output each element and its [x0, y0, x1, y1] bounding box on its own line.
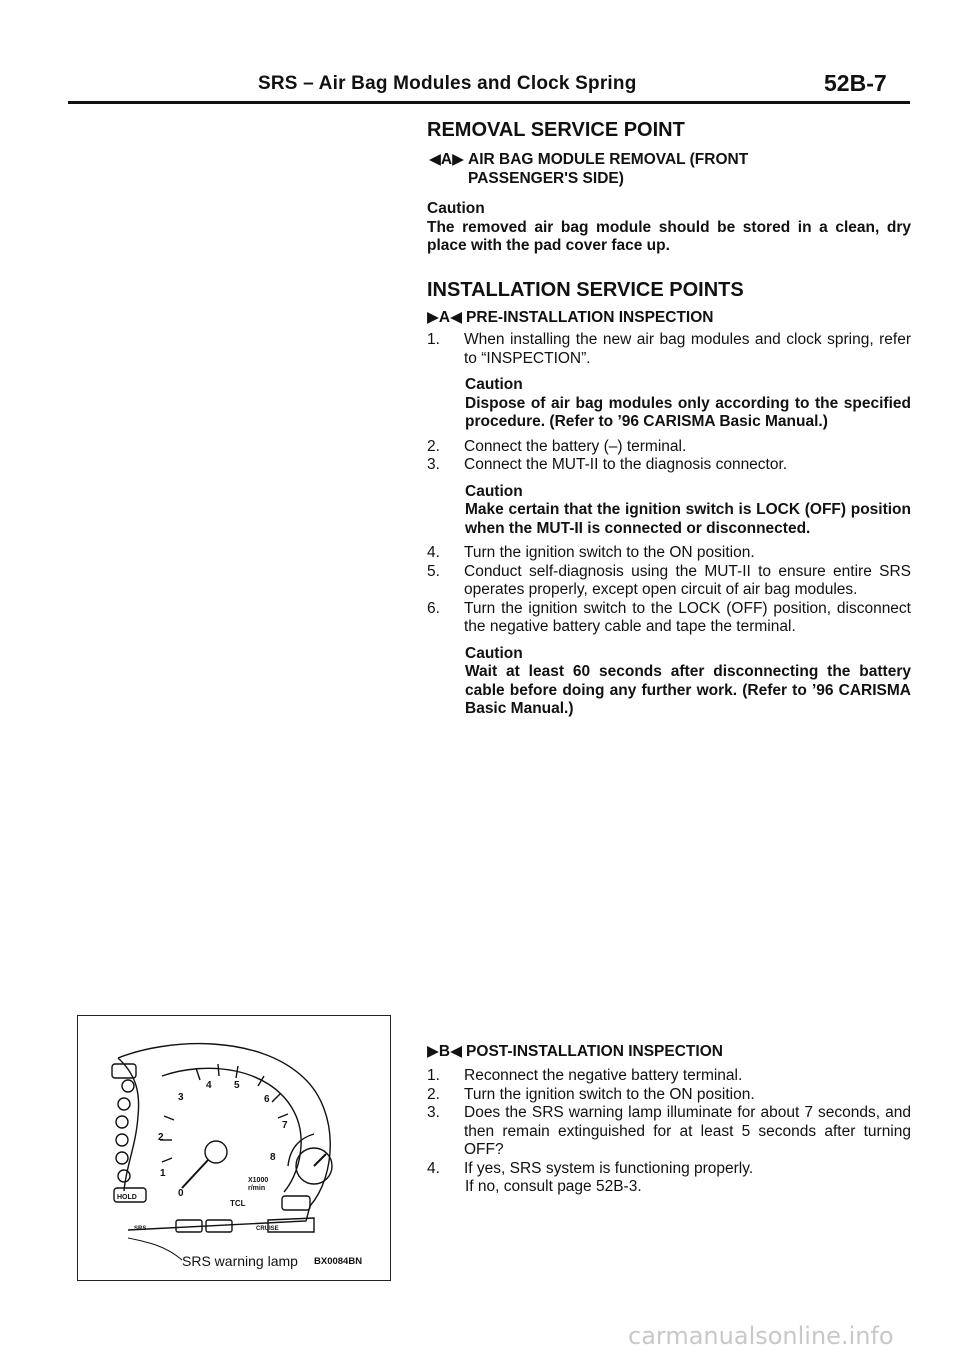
- step-text: Turn the ignition switch to the LOCK (OFF) position, disconnect the negative battery cable and tape the terminal.: [464, 599, 911, 635]
- figure-code: BX0084BN: [314, 1256, 363, 1267]
- tach-number-8: 8: [270, 1152, 276, 1163]
- caution-wait: Wait at least 60 seconds after disconnecting the battery cable before doing any further work. (Refer to ’96 CARISMA Basic Manual.): [465, 663, 911, 717]
- step-number: 4.: [427, 544, 440, 561]
- caution-label: Caution: [465, 644, 523, 662]
- tach-number-0: 0: [178, 1188, 184, 1199]
- srs-label: SRS: [134, 1226, 147, 1232]
- removal-section: [427, 118, 911, 256]
- list-item: [427, 456, 911, 475]
- step-text: Turn the ignition switch to the ON position.: [464, 544, 755, 561]
- list-item: [427, 1160, 911, 1179]
- step-text: Connect the battery (–) terminal.: [464, 437, 687, 455]
- step-text: Does the SRS warning lamp illuminate for about 7 seconds, and then remain extinguished for at least 5 seconds after turning OFF?: [464, 1104, 911, 1158]
- tach-unit-bottom: r/min: [248, 1185, 266, 1192]
- list-item: [427, 438, 911, 457]
- list-item: [427, 1104, 911, 1160]
- caution-dispose: Dispose of air bag modules only according to the specified procedure. (Refer to ’96 CARISMA Basic Manual.): [465, 394, 911, 430]
- removal-sub-line2: PASSENGER'S SIDE): [468, 170, 624, 187]
- cruise-label: CRUISE: [256, 1226, 279, 1232]
- step-number: 3.: [427, 456, 440, 473]
- step-number: 2.: [427, 1085, 440, 1103]
- step-number: 1.: [427, 331, 440, 348]
- step-number: 3.: [427, 1104, 440, 1121]
- step-number: 6.: [427, 599, 440, 617]
- caution-ignition: Make certain that the ignition switch is LOCK (OFF) position when the MUT-II is connected or disconnected.: [465, 501, 911, 537]
- step-number: 4.: [427, 1159, 440, 1177]
- tach-number-7: 7: [282, 1120, 288, 1131]
- step-text: If yes, SRS system is functioning properly.: [464, 1159, 754, 1177]
- list-item: [427, 544, 911, 563]
- removal-heading: REMOVAL SERVICE POINT: [427, 119, 685, 141]
- caution-label: Caution: [465, 482, 523, 500]
- step-number: 2.: [427, 437, 440, 455]
- tach-number-3: 3: [178, 1092, 184, 1103]
- instrument-cluster-figure: [77, 1015, 391, 1281]
- list-item: [427, 1086, 911, 1105]
- pre-installation-marker: ▶A◀: [427, 309, 463, 326]
- post-installation-marker: ▶B◀: [427, 1043, 463, 1060]
- tach-number-1: 1: [160, 1168, 166, 1179]
- list-item: [427, 1067, 911, 1086]
- tach-number-6: 6: [264, 1094, 270, 1105]
- step-text: Reconnect the negative battery terminal.: [464, 1067, 743, 1084]
- list-item: [427, 331, 911, 368]
- list-item: [427, 563, 911, 600]
- tcl-label: TCL: [230, 1199, 246, 1208]
- tach-number-5: 5: [234, 1080, 240, 1091]
- page-header-title: SRS – Air Bag Modules and Clock Spring: [258, 73, 637, 94]
- pre-installation-heading: [427, 308, 911, 327]
- step-number: 5.: [427, 562, 440, 580]
- page-number: 52B-7: [824, 70, 887, 96]
- caution-label: Caution: [465, 376, 523, 393]
- post-installation-section: [427, 1042, 911, 1197]
- header-rule: [68, 101, 910, 104]
- step-number: 1.: [427, 1067, 440, 1084]
- list-item: [427, 600, 911, 637]
- step-text-continued: If no, consult page 52B-3.: [465, 1178, 642, 1195]
- tach-number-4: 4: [206, 1080, 212, 1091]
- removal-marker: ◀A▶: [429, 151, 465, 168]
- removal-subheading: [427, 150, 911, 188]
- post-installation-heading: [427, 1042, 911, 1061]
- removal-caution-label: Caution: [427, 200, 485, 217]
- tach-number-2: 2: [158, 1132, 164, 1143]
- removal-caution-text: The removed air bag module should be stored in a clean, dry place with the pad cover face up.: [427, 218, 911, 254]
- step-text: Turn the ignition switch to the ON position.: [464, 1085, 755, 1103]
- tach-unit-top: X1000: [248, 1177, 269, 1184]
- watermark: carmanualsonline.info: [628, 1322, 894, 1350]
- installation-heading: INSTALLATION SERVICE POINTS: [427, 279, 744, 301]
- hold-label: HOLD: [117, 1194, 137, 1201]
- installation-section: [427, 278, 911, 719]
- step-text: Connect the MUT-II to the diagnosis connector.: [464, 456, 788, 473]
- post-installation-title: POST-INSTALLATION INSPECTION: [466, 1043, 723, 1060]
- removal-sub-line1: AIR BAG MODULE REMOVAL (FRONT: [468, 151, 749, 168]
- tachometer-illustration: [78, 1016, 390, 1280]
- step-text: Conduct self-diagnosis using the MUT-II to ensure entire SRS operates properly, except open circuit of air bag modules.: [464, 562, 911, 598]
- pre-installation-title: PRE-INSTALLATION INSPECTION: [466, 309, 714, 326]
- figure-caption: SRS warning lamp: [182, 1253, 298, 1269]
- step-text: When installing the new air bag modules and clock spring, refer to “INSPECTION”.: [464, 331, 911, 367]
